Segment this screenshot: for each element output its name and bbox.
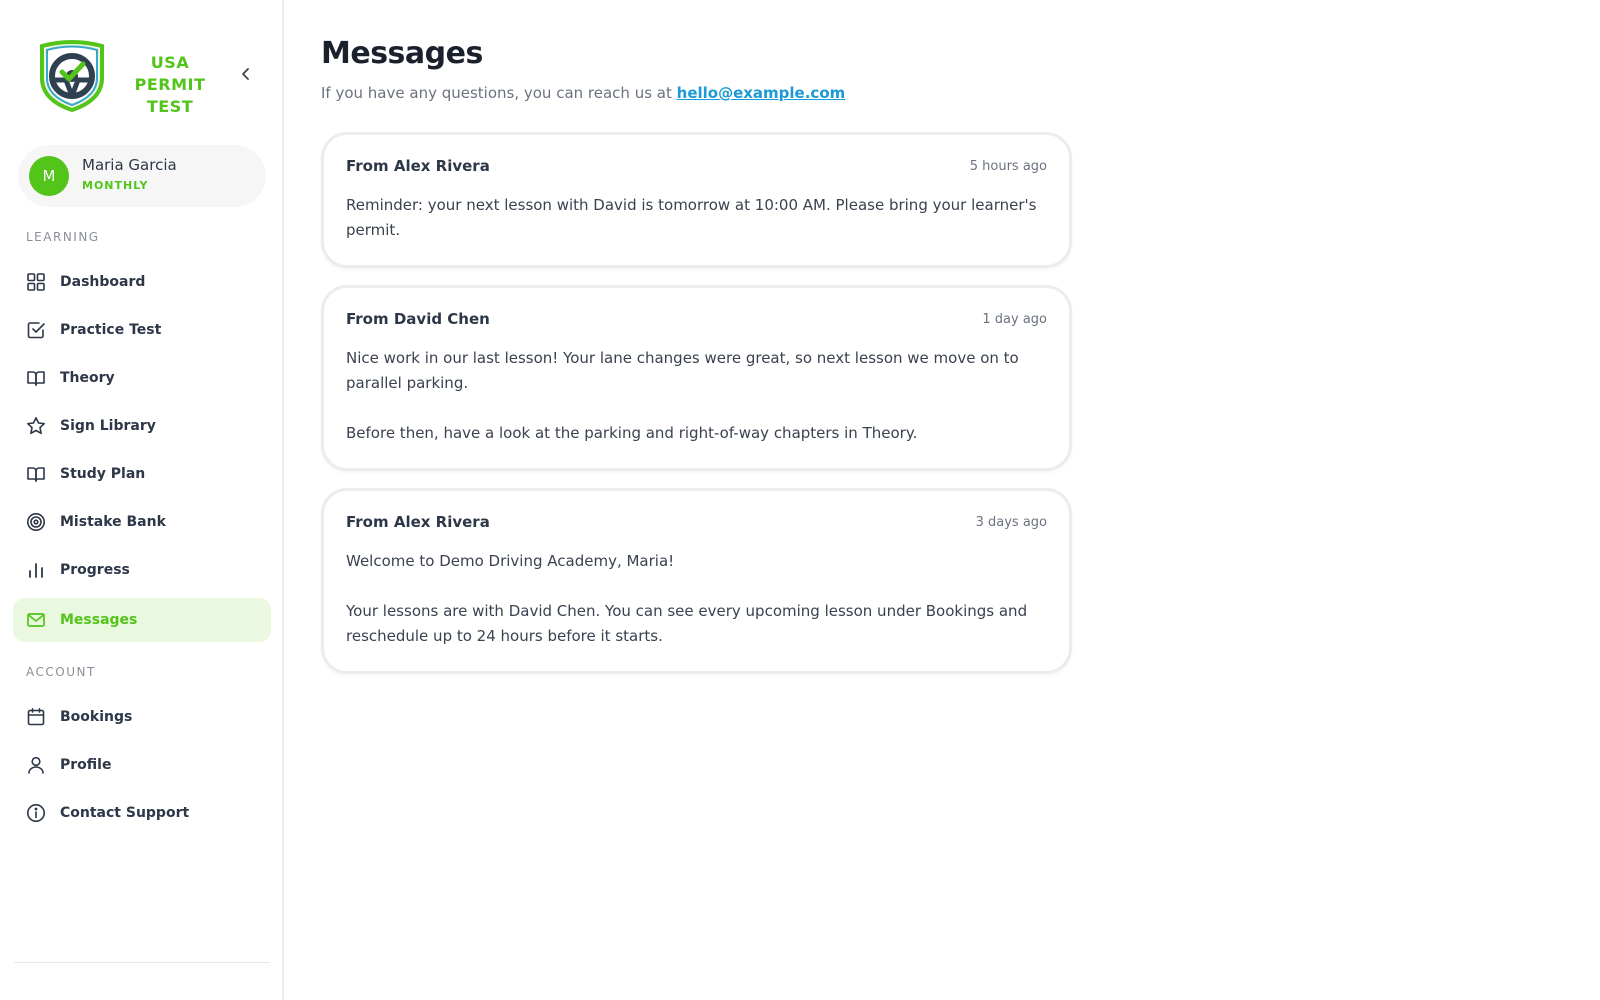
contact-email-link[interactable]: hello@example.com xyxy=(676,84,846,102)
chevron-left-icon xyxy=(239,67,253,81)
brand-name-line2: TEST xyxy=(146,97,194,116)
sidebar-item-label: Messages xyxy=(60,612,138,628)
message-sender: From Alex Rivera xyxy=(346,513,490,531)
message-timestamp: 3 days ago xyxy=(975,515,1047,530)
page-subtitle xyxy=(321,84,845,102)
collapse-sidebar-button[interactable] xyxy=(234,62,258,86)
sidebar-item-label: Profile xyxy=(60,757,112,773)
sidebar xyxy=(0,0,284,1000)
sidebar-item-dashboard[interactable] xyxy=(13,260,271,304)
message-paragraph: Before then, have a look at the parking and right-of-way chapters in Theory. xyxy=(346,424,918,442)
sidebar-item-sign-library[interactable] xyxy=(13,404,271,448)
sidebar-item-profile[interactable] xyxy=(13,743,271,787)
brand-name-line1: USA PERMIT xyxy=(134,53,206,94)
message-card[interactable] xyxy=(321,488,1072,674)
book-open-icon xyxy=(26,464,46,484)
message-paragraph: Your lessons are with David Chen. You can see every upcoming lesson under Bookings and reschedule up to 24 hours before it starts. xyxy=(346,602,1028,645)
section-label-learning: LEARNING xyxy=(26,230,100,244)
sidebar-item-label: Mistake Bank xyxy=(60,514,166,530)
sidebar-item-bookings[interactable] xyxy=(13,695,271,739)
sidebar-item-label: Bookings xyxy=(60,709,133,725)
checkbox-icon xyxy=(26,320,46,340)
grid-icon xyxy=(26,272,46,292)
user-icon xyxy=(26,755,46,775)
sidebar-item-theory[interactable] xyxy=(13,356,271,400)
user-name: Maria Garcia xyxy=(82,156,177,174)
star-icon xyxy=(26,416,46,436)
message-body xyxy=(346,346,1046,446)
message-body xyxy=(346,193,1046,243)
user-plan-badge: MONTHLY xyxy=(82,179,149,192)
sidebar-item-study-plan[interactable] xyxy=(13,452,271,496)
sidebar-item-label: Study Plan xyxy=(60,466,146,482)
sidebar-item-mistake-bank[interactable] xyxy=(13,500,271,544)
subtitle-text: If you have any questions, you can reach us at xyxy=(321,84,672,102)
message-timestamp: 1 day ago xyxy=(982,312,1047,327)
message-card[interactable] xyxy=(321,285,1072,471)
sidebar-item-messages[interactable] xyxy=(13,598,271,642)
message-paragraph: Reminder: your next lesson with David is tomorrow at 10:00 AM. Please bring your learner's permit. xyxy=(346,196,1037,239)
message-card[interactable] xyxy=(321,132,1072,268)
avatar: M xyxy=(29,156,69,196)
mail-icon xyxy=(26,610,46,630)
sidebar-item-label: Sign Library xyxy=(60,418,156,434)
page-title: Messages xyxy=(321,36,483,71)
brand-name xyxy=(114,52,226,118)
message-timestamp: 5 hours ago xyxy=(969,159,1047,174)
sidebar-item-contact-support[interactable] xyxy=(13,791,271,835)
sidebar-item-label: Progress xyxy=(60,562,130,578)
steering-wheel-shield-logo xyxy=(36,38,108,112)
message-body xyxy=(346,549,1046,649)
sidebar-item-progress[interactable] xyxy=(13,548,271,592)
book-open-icon xyxy=(26,368,46,388)
calendar-icon xyxy=(26,707,46,727)
sidebar-item-label: Theory xyxy=(60,370,115,386)
sidebar-item-practice-test[interactable] xyxy=(13,308,271,352)
message-sender: From David Chen xyxy=(346,310,490,328)
sidebar-item-label: Contact Support xyxy=(60,805,190,821)
message-paragraph: Welcome to Demo Driving Academy, Maria! xyxy=(346,552,675,570)
section-label-account: ACCOUNT xyxy=(26,665,96,679)
user-card[interactable] xyxy=(18,145,266,207)
sidebar-item-label: Practice Test xyxy=(60,322,162,338)
sidebar-item-label: Dashboard xyxy=(60,274,146,290)
message-sender: From Alex Rivera xyxy=(346,157,490,175)
sidebar-divider xyxy=(14,962,270,963)
info-icon xyxy=(26,803,46,823)
target-icon xyxy=(26,512,46,532)
message-paragraph: Nice work in our last lesson! Your lane changes were great, so next lesson we move on to parallel parking. xyxy=(346,349,1019,392)
bar-chart-icon xyxy=(26,560,46,580)
